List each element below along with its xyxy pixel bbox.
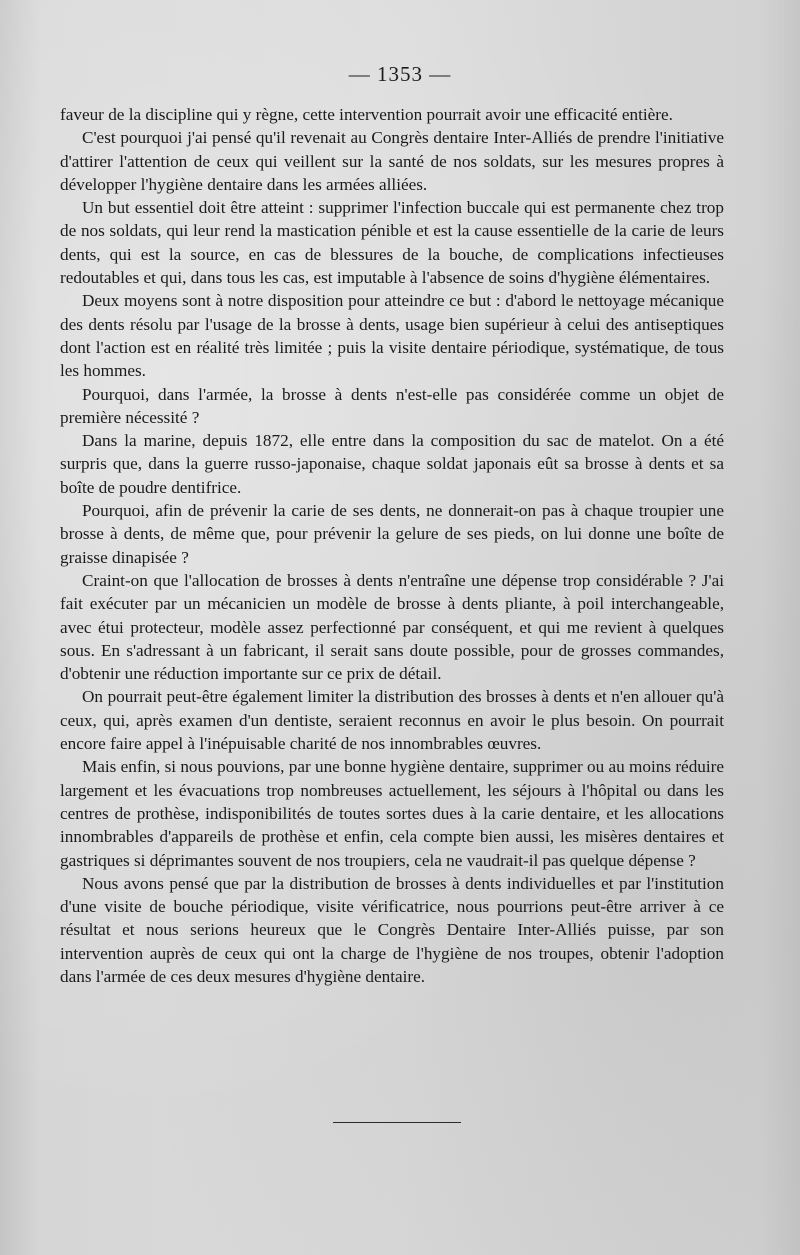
paragraph-5: Pourquoi, dans l'armée, la brosse à dents n'est-elle pas considérée comme un objet de première nécessité ? bbox=[60, 384, 724, 427]
paragraph-11: Nous avons pensé que par la distribution de brosses à dents individuelles et par l'institution d'une visite de bouche périodique, visite vérificatrice, nous pourrions peut-être arriver à ce résultat et nous serions heureux que le Congrès Dentaire Inter-Alliés puisse, par son intervention auprès de ceux qui ont la charge de l'hygiène de nos troupes, obtenir l'adoption dans l'armée de ces deux mesures d'hygiène dentaire. bbox=[60, 873, 724, 986]
paragraph-2: C'est pourquoi j'ai pensé qu'il revenait au Congrès dentaire Inter-Alliés de prendre l'initiative d'attirer l'attention de ceux qui veillent sur la santé de nos soldats, sur les mesures propres à développer l'hygiène dentaire dans les armées alliées. bbox=[60, 128, 724, 194]
page-number: — 1353 — bbox=[348, 62, 452, 86]
paragraph-10: Mais enfin, si nous pouvions, par une bonne hygiène dentaire, supprimer ou au moins réduire largement et les évacuations trop nombreuses actuellement, les séjours à l'hôpital ou dans les centres de prothèse, indisponibilités de toutes sortes dues à la carie dentaire, et les allocations innombrables d'appareils de prothèse et enfin, cela compte bien aussi, les misères dentaires et gastriques si déprimantes souvent de nos troupiers, cela ne vaudrait-il pas quelque dépense ? bbox=[60, 757, 725, 870]
body-text bbox=[60, 103, 724, 988]
paragraph-1: faveur de la discipline qui y règne, cette intervention pourrait avoir une efficacité entière. bbox=[60, 105, 673, 124]
paragraph-9: On pourrait peut-être également limiter la distribution des brosses à dents et n'en allouer qu'à ceux, qui, après examen d'un dentiste, seraient reconnus en avoir le plus besoin. On pourrait encore faire appel à l'inépuisable charité de nos innombrables œuvres. bbox=[60, 687, 724, 754]
paragraph-7: Pourquoi, afin de prévenir la carie de ses dents, ne donnerait-on pas à chaque troupier une brosse à dents, de même que, pour prévenir la gelure de ses pieds, on lui donne une boîte de graisse dinapisée ? bbox=[60, 501, 724, 567]
paragraph-6: Dans la marine, depuis 1872, elle entre dans la composition du sac de matelot. On a été surpris que, dans la guerre russo-japonaise, chaque soldat japonais eût sa brosse à dents et sa boîte de poudre dentifrice. bbox=[60, 431, 724, 497]
paragraph-8: Craint-on que l'allocation de brosses à dents n'entraîne une dépense trop considérable ? J'ai fait exécuter par un mécanicien un modèle de brosse à dents pliante, à poil interchangeable, avec étui protecteur, modèle assez perfectionné par conséquent, et qui me revient à quelques sous. En s'adressant à un fabricant, il serait sans doute possible, pour de grosses commandes, d'obtenir une réduction importante sur ce prix de détail. bbox=[60, 570, 724, 684]
paragraph-3: Un but essentiel doit être atteint : supprimer l'infection buccale qui est permanente chez trop de nos soldats, qui leur rend la mastication pénible et est la cause essentielle de la carie de leurs dents, qui est la source, en cas de blessures de la bouche, de complications infectieuses redoutables et qui, dans tous les cas, est imputable à l'absence de soins d'hygiène élémentaires. bbox=[60, 198, 724, 288]
paragraph-4: Deux moyens sont à notre disposition pour atteindre ce but : d'abord le nettoyage mécanique des dents résolu par l'usage de la brosse à dents, usage bien supérieur à celui des antiseptiques dont l'action est en réalité très limitée ; puis la visite dentaire périodique, systématique, de tous les hommes. bbox=[60, 291, 724, 381]
section-end-rule bbox=[333, 1122, 461, 1123]
